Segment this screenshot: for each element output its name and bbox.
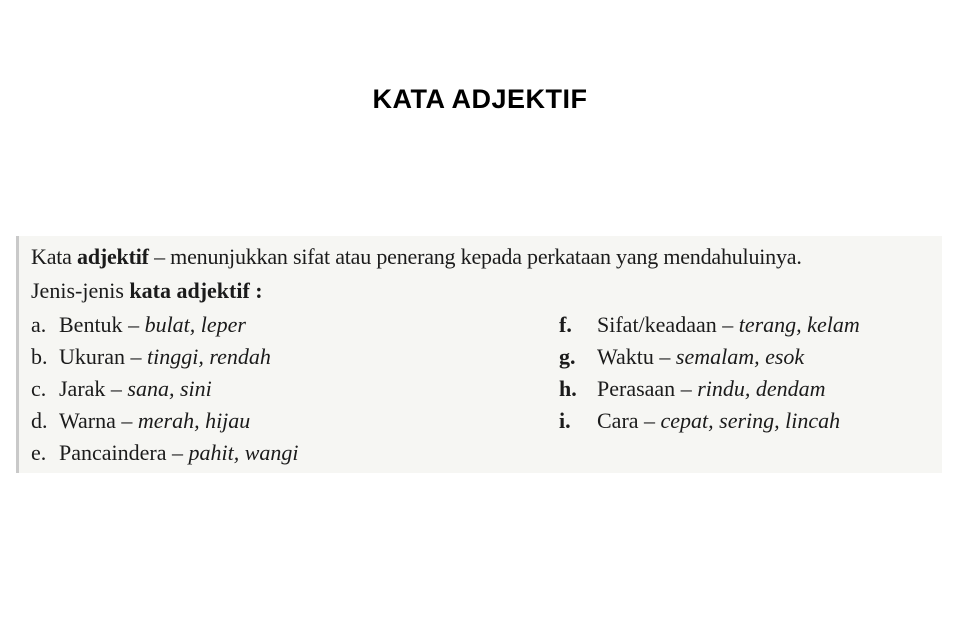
item-examples: tinggi, rendah: [146, 344, 271, 369]
item-separator: –: [675, 376, 698, 401]
item-separator: –: [653, 344, 676, 369]
definition-prefix: Kata: [31, 244, 78, 269]
item-name: Cara: [597, 408, 639, 433]
item-examples: semalam, esok: [675, 344, 805, 369]
definition-text: – menunjukkan sifat atau penerang kepada perkataan yang mendahuluinya.: [148, 244, 802, 269]
types-heading-prefix: Jenis-jenis: [31, 278, 130, 303]
item-name: Warna: [59, 408, 116, 433]
page-title: KATA ADJEKTIF: [372, 84, 588, 114]
item-name: Bentuk: [59, 312, 123, 337]
item-name: Perasaan: [597, 376, 676, 401]
list-item: [559, 344, 804, 370]
item-letter: f.: [559, 312, 572, 337]
item-name: Ukuran: [59, 344, 125, 369]
item-examples: bulat, leper: [144, 312, 246, 337]
item-separator: –: [115, 408, 138, 433]
types-heading: [31, 278, 263, 304]
item-letter: i.: [559, 408, 571, 433]
item-separator: –: [122, 312, 145, 337]
item-letter: a.: [31, 312, 47, 337]
definition-term: adjektif: [77, 244, 149, 269]
list-item: [31, 440, 299, 466]
item-letter: c.: [31, 376, 47, 401]
item-letter: h.: [559, 376, 577, 401]
item-separator: –: [124, 344, 147, 369]
item-letter: e.: [31, 440, 47, 465]
item-examples: terang, kelam: [738, 312, 860, 337]
item-separator: –: [638, 408, 661, 433]
scanned-text-excerpt: [16, 236, 942, 473]
item-letter: g.: [559, 344, 576, 369]
item-separator: –: [105, 376, 128, 401]
list-item: [31, 376, 212, 402]
item-name: Pancaindera: [59, 440, 167, 465]
item-examples: merah, hijau: [137, 408, 251, 433]
item-name: Waktu: [597, 344, 654, 369]
list-item: [559, 312, 860, 338]
item-name: Jarak: [59, 376, 106, 401]
item-examples: cepat, sering, lincah: [660, 408, 841, 433]
definition-line: [31, 244, 802, 270]
list-item: [31, 344, 271, 370]
types-heading-term: kata adjektif: [129, 278, 250, 303]
item-letter: d.: [31, 408, 48, 433]
item-name: Sifat/keadaan: [597, 312, 717, 337]
list-item: [31, 408, 250, 434]
list-item: [559, 376, 826, 402]
item-examples: sana, sini: [127, 376, 212, 401]
item-separator: –: [716, 312, 739, 337]
item-separator: –: [166, 440, 189, 465]
item-letter: b.: [31, 344, 48, 369]
types-heading-suffix: :: [249, 278, 263, 303]
list-item: [559, 408, 840, 434]
item-examples: pahit, wangi: [188, 440, 299, 465]
item-examples: rindu, dendam: [697, 376, 826, 401]
list-item: [31, 312, 246, 338]
